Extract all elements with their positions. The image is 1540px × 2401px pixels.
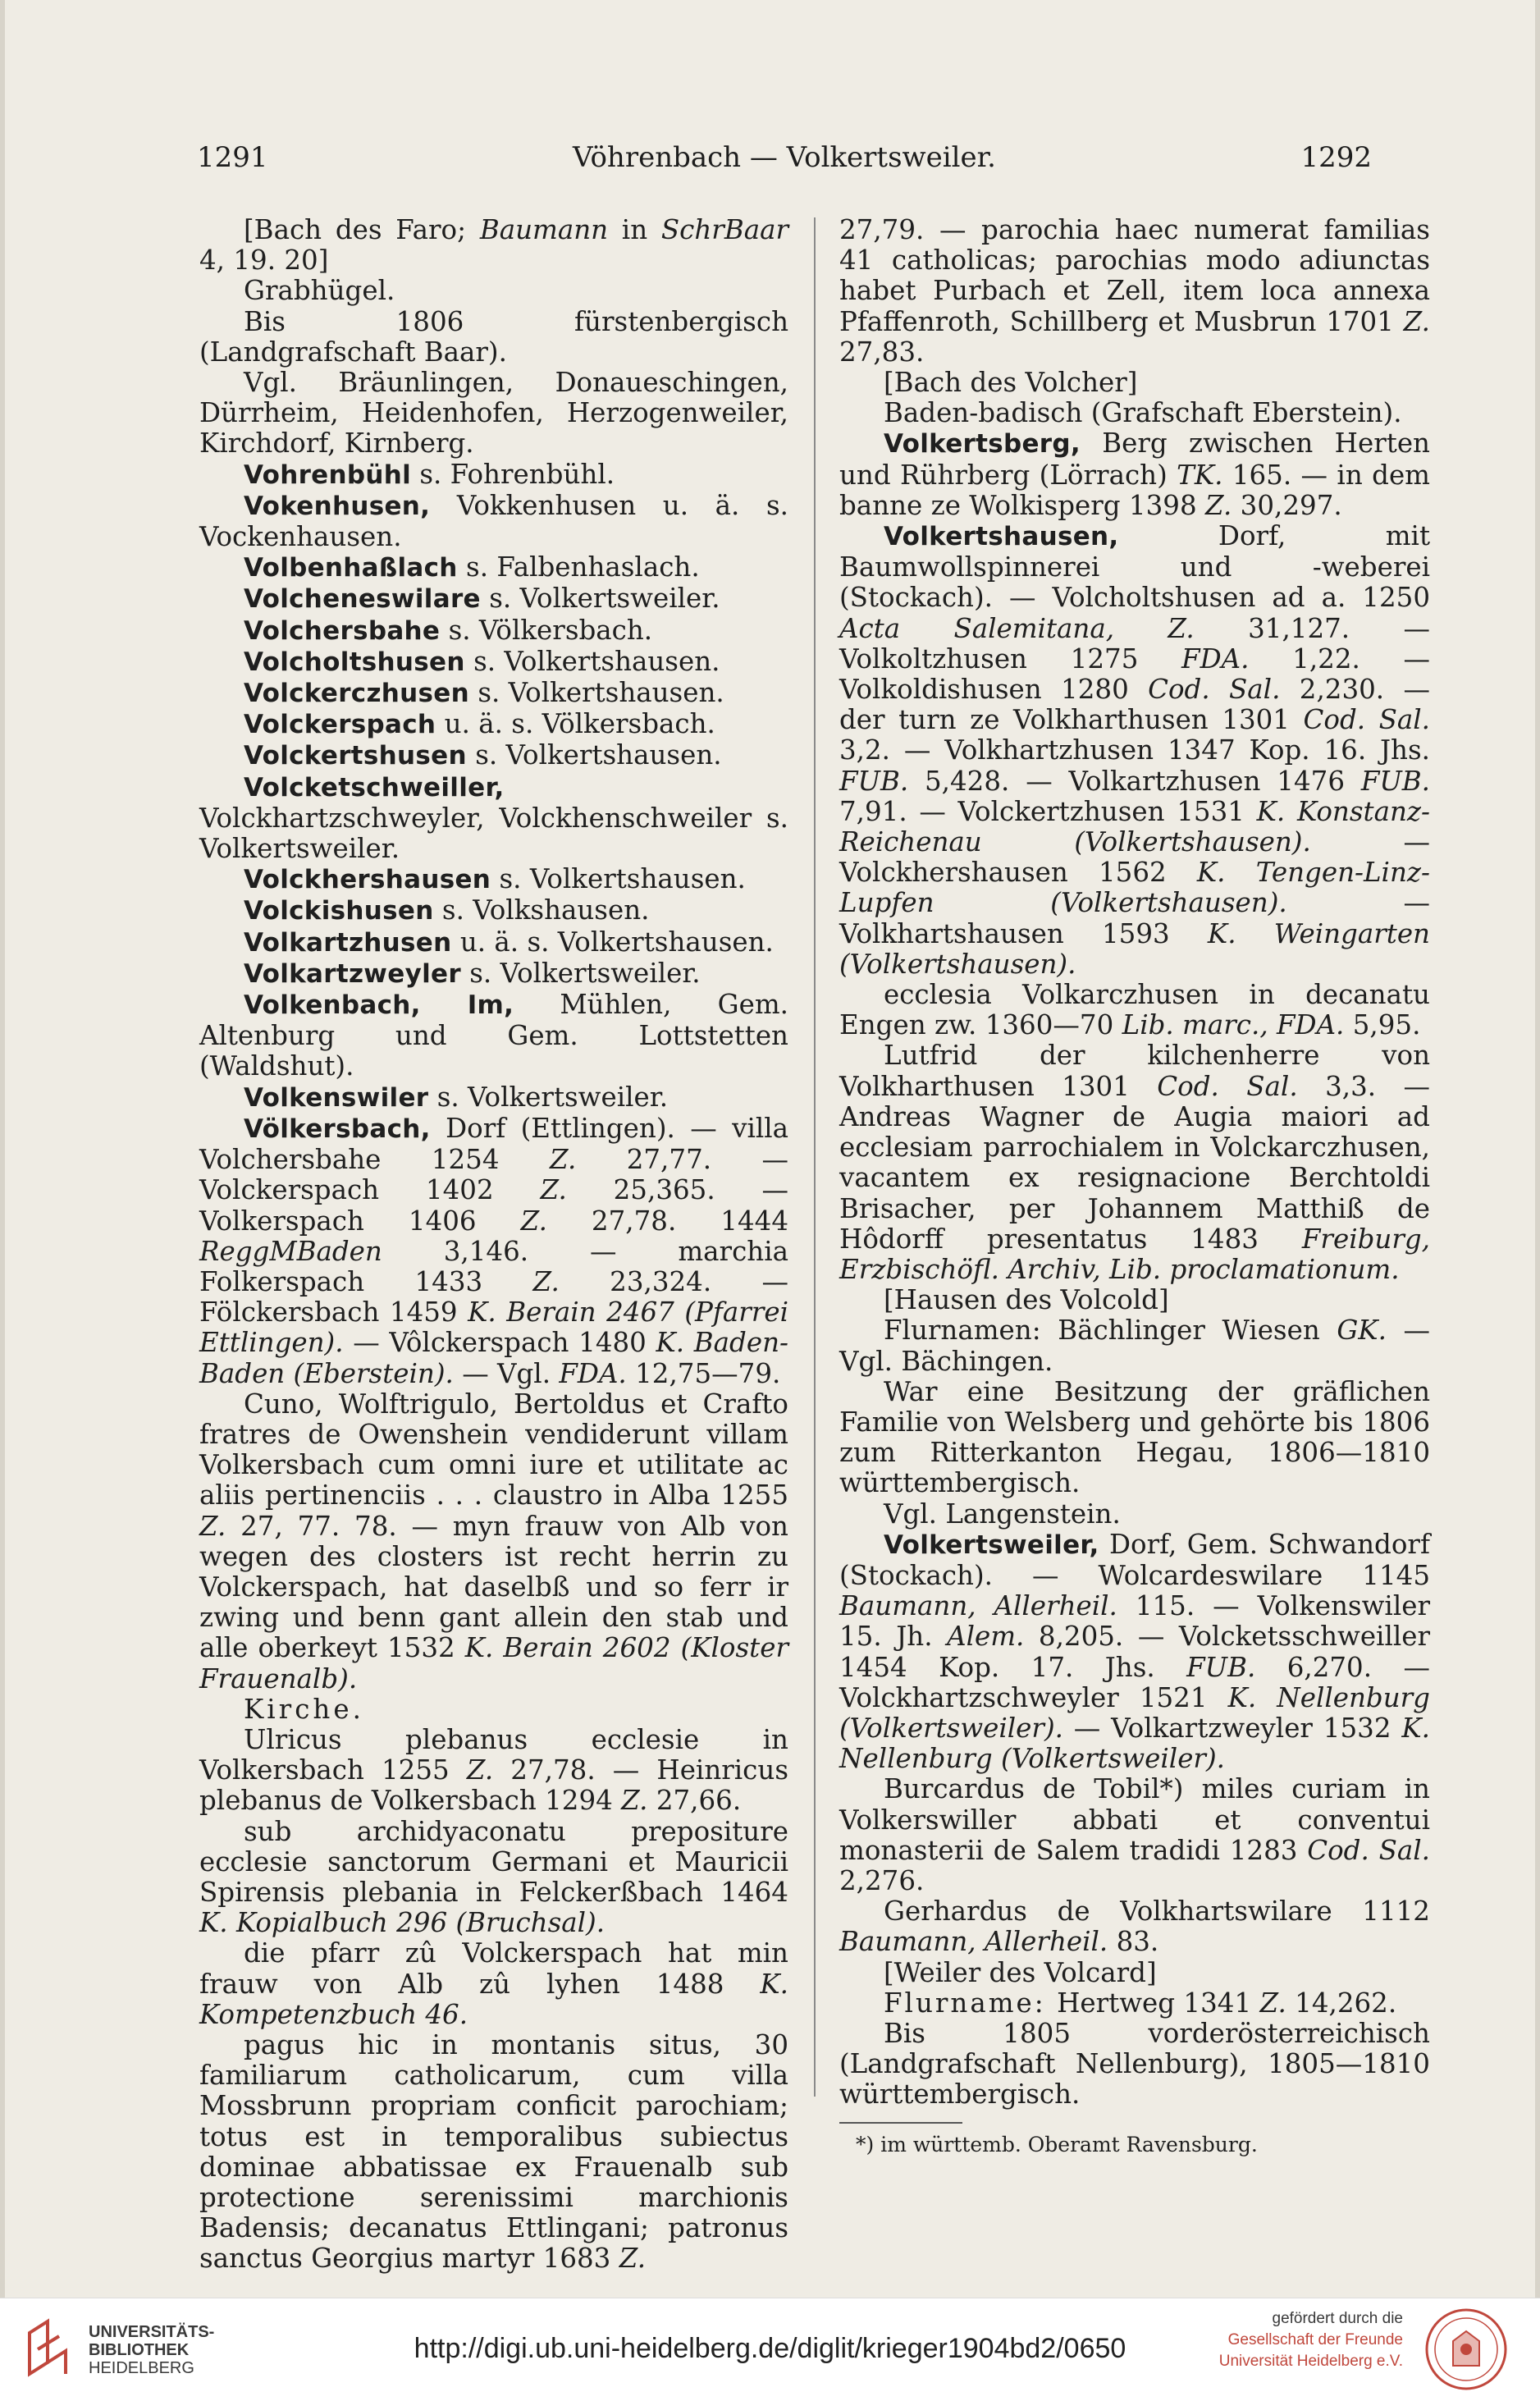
paragraph: Vgl. Bräunlingen, Donaueschingen, Dürrheim, Heidenhofen, Herzogenweiler, Kirchdorf, Kirnberg.	[199, 367, 788, 460]
headword: Volkenswiler	[244, 1082, 429, 1113]
paragraph: Gerhardus de Volkhartswilare 1112 Baumann, Allerheil. 83.	[839, 1896, 1430, 1958]
headword: Volkertsberg,	[884, 429, 1081, 460]
paragraph: [Hausen des Volcold]	[884, 1284, 1169, 1316]
entry: Volkenbach, Im, Mühlen, Gem. Altenburg und Gem. Lottstetten (Waldshut).	[199, 989, 788, 1082]
library-name: UNIVERSITÄTS- BIBLIOTHEK HEIDELBERG	[89, 2323, 215, 2377]
entry: Volchersbahe s. Völkersbach.	[244, 614, 653, 646]
headword: Volcholtshusen	[244, 647, 465, 677]
paragraph: 27,79. — parochia haec numerat familias 41 catholicas; parochias modo adiunctas habet Purbach et Zell, item loca annexa Pfaffenroth, Schillberg et Musbrun 1701 Z. 27,83.	[839, 214, 1430, 368]
paragraph: [Bach des Volcher]	[884, 367, 1138, 399]
paragraph: Ulricus plebanus ecclesie in Volkersbach 1255 Z. 27,78. — Heinricus plebanus de Volkersbach 1294 Z. 27,66.	[199, 1723, 788, 1817]
column-divider	[814, 217, 816, 2097]
entry: Volbenhaßlach s. Falbenhaslach.	[244, 551, 700, 583]
running-title: Vöhrenbach — Volkertsweiler.	[573, 141, 996, 174]
paragraph: pagus hic in montanis situs, 30 familiarum catholicarum, cum villa Mossbrunn propriam conficit parochiam; totus est in temporalibus subiectus dominae abbatissae ex Frauenalb sub protectione serenissimi marchionis Badensis; decanatus Ettlingani; patronus sanctus Georgius martyr 1683 Z.	[199, 2028, 788, 2275]
paragraph: [Weiler des Volcard]	[884, 1956, 1157, 1988]
section-heading: Kirche.	[244, 1693, 364, 1725]
paragraph: Burcardus de Tobil*) miles curiam in Volkerswiller abbati et conventui monasterii de Salem tradidi 1283 Cod. Sal. 2,276.	[839, 1773, 1430, 1896]
paragraph: Lutfrid der kilchenherre von Volkharthusen 1301 Cod. Sal. 3,3. — Andreas Wagner de Augia maiori ad ecclesiam parrochialem in Volckarczhusen, vacantem ex resignacione Berchtoldi Brisacher, per Johannem Matthiß de Hôdorff presentatus 1483 Freiburg, Erzbischöfl. Archiv, Lib. proclamationum.	[839, 1040, 1431, 1285]
headword: Volckishusen	[244, 896, 434, 926]
entry: Vokenhusen, Vokkenhusen u. ä. s. Vockenhausen.	[199, 489, 788, 553]
headword: Volckerczhusen	[244, 679, 469, 709]
headword: Volckhershausen	[244, 865, 491, 895]
running-header	[197, 141, 1372, 179]
headword: Volchersbahe	[244, 615, 441, 646]
entry: Volckishusen s. Volkshausen.	[244, 894, 650, 926]
paragraph: Bis 1806 fürstenbergisch (Landgrafschaft Baar).	[199, 305, 788, 368]
entry: Volkartzhusen u. ä. s. Volkertshausen.	[244, 926, 774, 958]
paragraph: sub archidyaconatu prepositure ecclesie sanctorum Germani et Mauricii Spirensis plebania in Felckerßbach 1464 K. Kopialbuch 296 (Bruchsal).	[199, 1815, 788, 1939]
headword: Volcketschweiller,	[244, 772, 505, 803]
page-number-right: 1292	[1300, 141, 1372, 174]
paragraph: War eine Besitzung der gräflichen Familie von Welsberg und gehörte bis 1806 zum Ritterkanton Hegau, 1806—1810 württembergisch.	[839, 1375, 1430, 1499]
entry: Volcheneswilare s. Volkertsweiler.	[244, 583, 720, 615]
page-edge-left	[0, 0, 5, 2298]
headword: Volckertshusen	[244, 741, 467, 771]
paragraph: Grabhügel.	[244, 275, 395, 307]
left-column	[199, 215, 788, 2275]
paragraph: Bis 1805 vorderösterreichisch (Landgrafschaft Nellenburg), 1805—1810 württembergisch.	[839, 2017, 1430, 2111]
university-seal-icon	[1423, 2307, 1509, 2392]
entry: Volkenswiler s. Volkertsweiler.	[244, 1081, 669, 1113]
headword: Volkenbach, Im,	[244, 990, 514, 1021]
headword: Volbenhaßlach	[244, 553, 458, 583]
entry: Volckerczhusen s. Volkertshausen.	[244, 677, 724, 709]
paragraph: Vgl. Langenstein.	[884, 1498, 1121, 1530]
entry: Volckerspach u. ä. s. Völkersbach.	[244, 708, 715, 740]
footnote: *) im württemb. Oberamt Ravensburg.	[856, 2132, 1258, 2156]
headword: Volkartzhusen	[244, 927, 452, 958]
page-edge-right	[1535, 0, 1540, 2298]
entry: Volcketschweiller, Volckhartzschweyler, Volckhenschweiler s. Volkertsweiler.	[199, 772, 788, 865]
entry: Völkersbach, Dorf (Ettlingen). — villa Volchersbahe 1254 Z. 27,77. — Volckerspach 1402 Z. 25,365. — Volkerspach 1406 Z. 27,78. 1444 ReggMBaden 3,146. — marchia Folkerspach 1433 Z. 23,324. — Fölckersbach 1459 K. Berain 2467 (Pfarrei Ettlingen). — Vôlckerspach 1480 K. Baden-Baden (Eberstein). — Vgl. FDA. 12,75—79.	[199, 1112, 788, 1389]
headword: Völkersbach,	[244, 1114, 431, 1144]
sponsor-credit: gefördert durch die Gesellschaft der Freunde Universität Heidelberg e.V.	[1218, 2310, 1403, 2370]
paragraph: Flurnamen: Bächlinger Wiesen GK. — Vgl. Bächingen.	[839, 1315, 1430, 1377]
headword: Volkertshausen,	[884, 522, 1119, 552]
entry: Volcholtshusen s. Volkertshausen.	[244, 645, 720, 677]
entry: Volkertsberg, Berg zwischen Herten und Rührberg (Lörrach) TK. 165. — in dem banne ze Wolkisperg 1398 Z. 30,297.	[839, 428, 1430, 521]
permalink-url[interactable]: http://digi.ub.uni-heidelberg.de/diglit/krieger1904bd2/0650	[414, 2333, 1126, 2364]
paragraph: Cuno, Wolftrigulo, Bertoldus et Crafto fratres de Owenshein vendiderunt villam Volkersbach cum omni iure et utilitate ac aliis pertinenciis . . . claustro in Alba 1255 Z. 27, 77. 78. — myn frauw von Alb von wegen des closters ist recht herrin zu Volckerspach, hat daselbß und so ferr ir zwing und benn gant allein den stab und alle oberkeyt 1532 K. Berain 2602 (Kloster Frauenalb).	[199, 1388, 788, 1694]
entry: Volkartzweyler s. Volkertsweiler.	[244, 957, 701, 989]
paragraph: [Bach des Faro; Baumann in SchrBaar 4, 19. 20]	[199, 214, 788, 277]
headword: Vohrenbühl	[244, 460, 412, 490]
right-column	[839, 215, 1430, 2158]
headword: Volckerspach	[244, 710, 436, 740]
page-number-left: 1291	[197, 141, 268, 174]
paragraph: die pfarr zû Volckerspach hat min frauw von Alb zû lyhen 1488 K. Kompetenzbuch 46.	[199, 1937, 788, 2030]
paragraph: Flurname: Hertweg 1341 Z. 14,262.	[884, 1987, 1397, 2019]
paragraph: ecclesia Volkarczhusen in decanatu Engen zw. 1360—70 Lib. marc., FDA. 5,95.	[839, 979, 1430, 1041]
paragraph: Baden-badisch (Grafschaft Eberstein).	[884, 397, 1402, 429]
headword: Vokenhusen,	[244, 491, 431, 521]
entry: Volkertshausen, Dorf, mit Baumwollspinnerei und -weberei (Stockach). — Volcholtshusen ad a. 1250 Acta Salemitana, Z. 31,127. — Volkoltzhusen 1275 FDA. 1,22. — Volkoldishusen 1280 Cod. Sal. 2,230. — der turn ze Volkharthusen 1301 Cod. Sal. 3,2. — Volkhartzhusen 1347 Kop. 16. Jhs. FUB. 5,428. — Volkartzhusen 1476 FUB. 7,91. — Volckertzhusen 1531 K. Konstanz-Reichenau (Volkertshausen). — Volckhershausen 1562 K. Tengen-Linz-Lupfen (Volkertshausen). — Volkhartshausen 1593 K. Weingarten (Volkertshausen).	[839, 520, 1431, 980]
footer-bar	[0, 2298, 1540, 2401]
headword: Volcheneswilare	[244, 584, 481, 615]
headword: Volkartzweyler	[244, 958, 461, 989]
entry: Volkertsweiler, Dorf, Gem. Schwandorf (Stockach). — Wolcardeswilare 1145 Baumann, Allerheil. 115. — Volkenswiler 15. Jh. Alem. 8,205. — Volcketsschweiller 1454 Kop. 17. Jhs. FUB. 6,270. — Volckhartzschweyler 1521 K. Nellenburg (Volkertsweiler). — Volkartzweyler 1532 K. Nellenburg (Volkertsweiler).	[839, 1528, 1431, 1775]
entry: Volckhershausen s. Volkertshausen.	[244, 863, 746, 895]
footnote-rule	[839, 2122, 962, 2124]
headword: Volkertsweiler,	[884, 1530, 1099, 1560]
entry: Vohrenbühl s. Fohrenbühl.	[244, 458, 615, 490]
entry: Volckertshusen s. Volkertshausen.	[244, 739, 722, 771]
